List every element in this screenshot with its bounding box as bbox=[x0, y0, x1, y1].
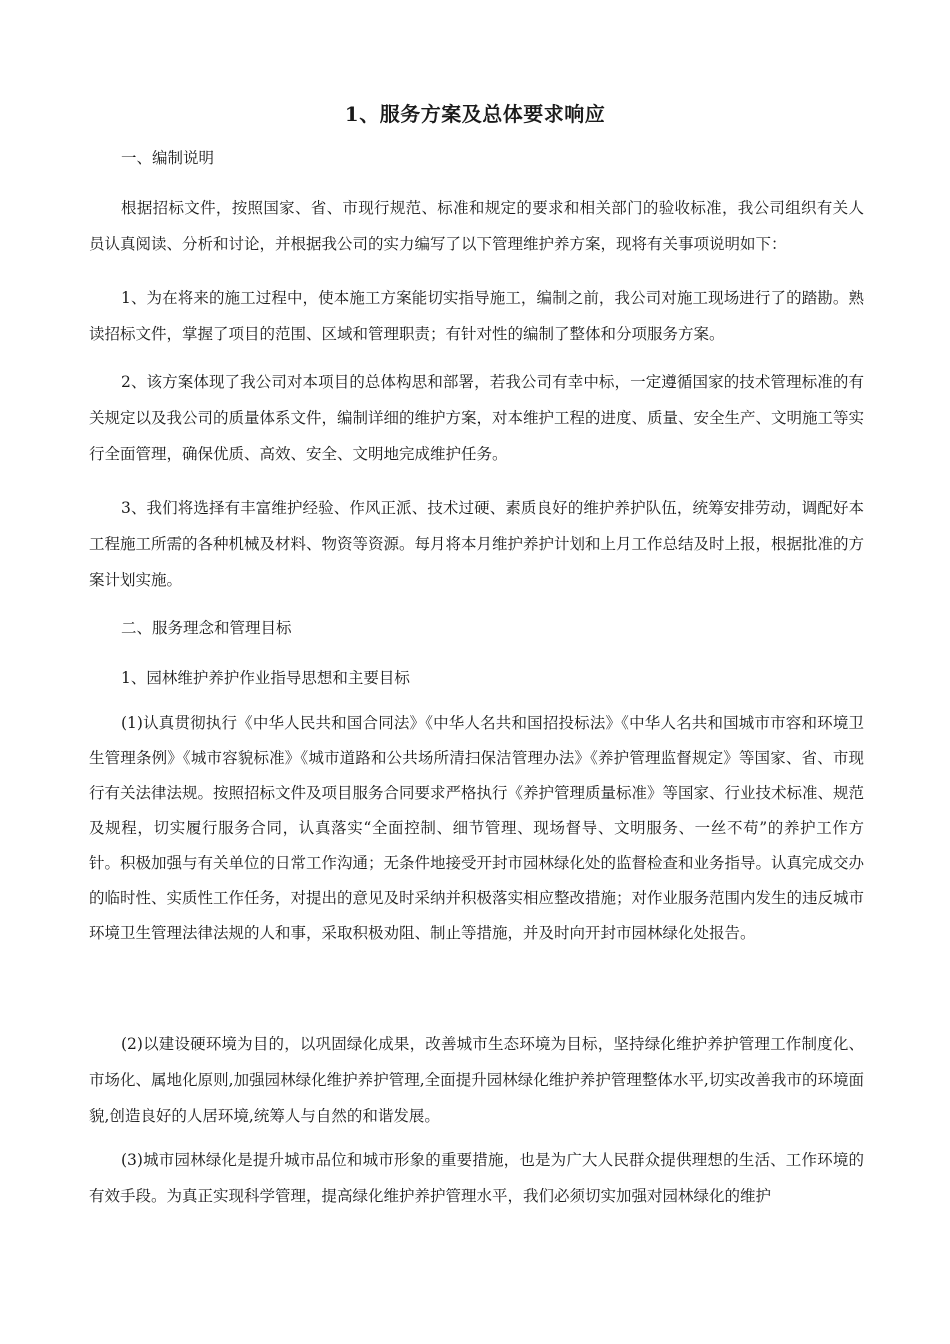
paragraph: (1)认真贯彻执行《中华人民共和国合同法》《中华人名共和国招投标法》《中华人名共和国城市市容和环境卫生管理条例》《城市容貌标准》《城市道路和公共场所清扫保洁管理办法》《养护管理监督规定》等国家、省、市现行有关法律法规。按照招标文件及项目服务合同要求严格执行《养护管理质量标准》等国家、行业技术标准、规范及规程，切实履行服务合同，认真落实“全面控制、细节管理、现场督导、文明服务、一丝不苟”的养护工作方针。积极加强与有关单位的日常工作沟通；无条件地接受开封市园林绿化处的监督检查和业务指导。认真完成交办的临时性、实质性工作任务，对提出的意见及时采纳并积极落实相应整改措施；对作业服务范围内发生的违反城市环境卫生管理法律法规的人和事，采取积极劝阻、制止等措施，并及时向开封市园林绿化处报告。 bbox=[89, 714, 865, 942]
paragraph: 2、该方案体现了我公司对本项目的总体构思和部署，若我公司有幸中标，一定遵循国家的技术管理标准的有关规定以及我公司的质量体系文件，编制详细的维护方案，对本维护工程的进度、质量、安全生产、文明施工等实行全面管理，确保优质、高效、安全、文明地完成维护任务。 bbox=[89, 373, 865, 463]
paragraph: 3、我们将选择有丰富维护经验、作风正派、技术过硬、素质良好的维护养护队伍，统筹安排劳动，调配好本工程施工所需的各种机械及材料、物资等资源。每月将本月维护养护计划和上月工作总结及时上报，根据批准的方案计划实施。 bbox=[89, 499, 865, 589]
paragraph: (3)城市园林绿化是提升城市品位和城市形象的重要措施，也是为广大人民群众提供理想的生活、工作环境的有效手段。为真正实现科学管理，提高绿化维护养护管理水平，我们必须切实加强对园林绿化的维护 bbox=[89, 1151, 864, 1205]
paragraph: 根据招标文件，按照国家、省、市现行规范、标准和规定的要求和相关部门的验收标准，我公司组织有关人员认真阅读、分析和讨论，并根据我公司的实力编写了以下管理维护养方案，现将有关事项说明如下： bbox=[89, 199, 864, 253]
paragraph: (2)以建设硬环境为目的，以巩固绿化成果，改善城市生态环境为目标，坚持绿化维护养护管理工作制度化、市场化、属地化原则,加强园林绿化维护养护管理,全面提升园林绿化维护养护管理整体水平,切实改善我市的环境面貌,创造良好的人居环境,统筹人与自然的和谐发展。 bbox=[89, 1035, 864, 1125]
subsection-heading: 1、园林维护养护作业指导思想和主要目标 bbox=[121, 669, 410, 687]
section-heading-1: 一、编制说明 bbox=[121, 149, 215, 167]
section-heading-2: 二、服务理念和管理目标 bbox=[121, 619, 292, 637]
document-title: 1、服务方案及总体要求响应 bbox=[344, 102, 606, 126]
paragraph: 1、为在将来的施工过程中，使本施工方案能切实指导施工，编制之前，我公司对施工现场进行了的踏勘。熟读招标文件，掌握了项目的范围、区域和管理职责；有针对性的编制了整体和分项服务方案。 bbox=[89, 289, 864, 343]
